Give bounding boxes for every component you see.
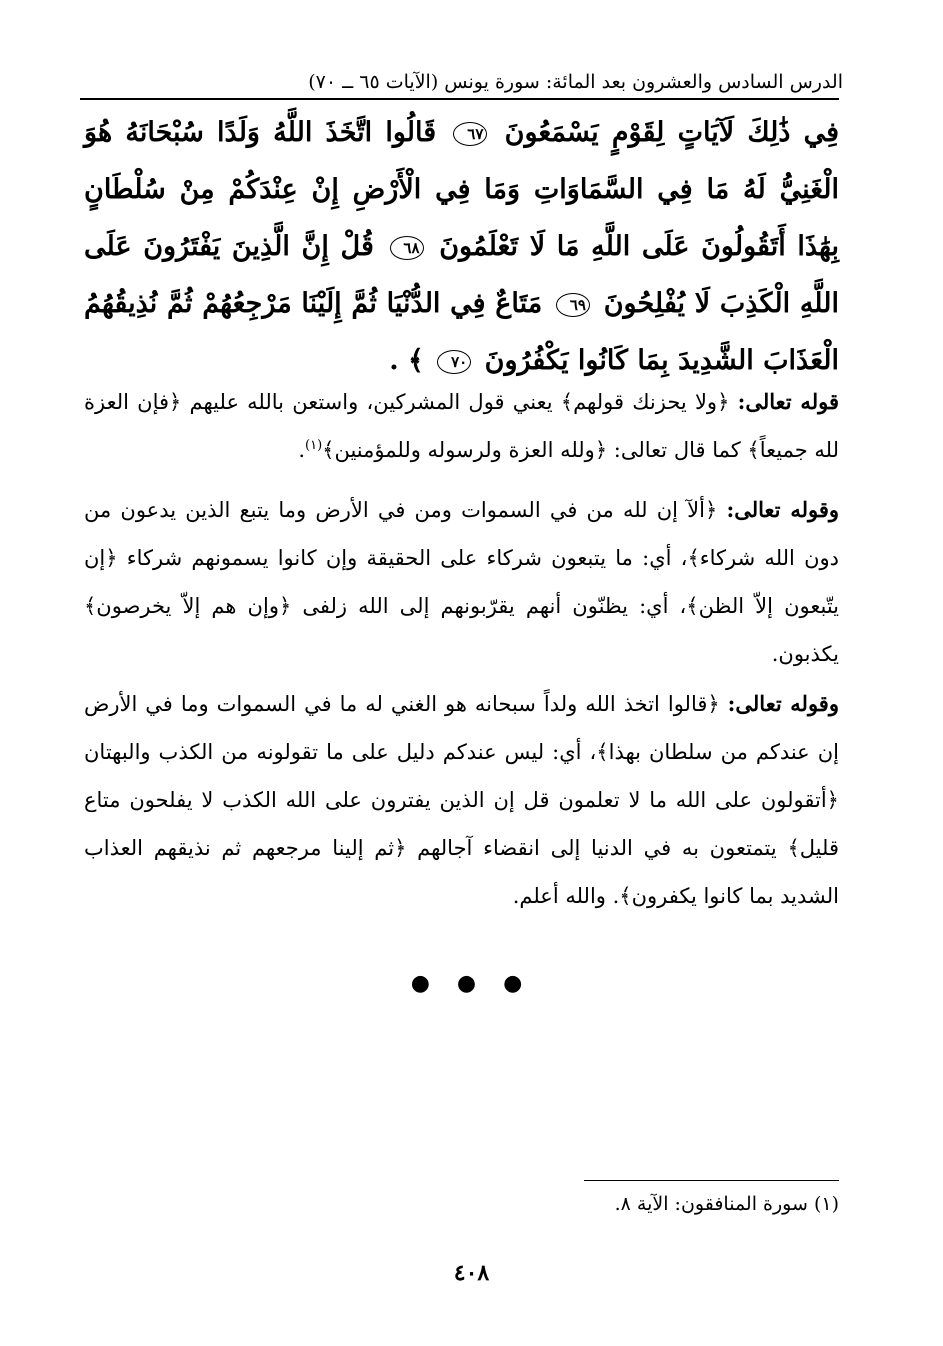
paragraph-tail: . <box>298 438 306 462</box>
commentary-paragraph-3 <box>84 680 839 920</box>
verse-segment-3: قُلْ إِنَّ الَّذِينَ يَفْتَرُونَ عَلَى اللَّهِ الْكَذِبَ لَا يُفْلِحُونَ <box>84 231 839 319</box>
paragraph-lead: وقوله تعالى: <box>726 497 840 522</box>
footnote: (١) سورة المنافقون: الآية ٨. <box>614 1193 839 1215</box>
paragraph-lead: قوله تعالى: <box>737 389 839 414</box>
running-head: الدرس السادس والعشرون بعد المائة: سورة يونس (الآيات ٦٥ ــ ٧٠) <box>308 71 843 93</box>
paragraph-body: ﴿ألآ إن لله من في السموات ومن في الأرض وما يتبع الذين يدعون من دون الله شركاء﴾، أي: ما يتبعون شركاء على الحقيقة وإن كانوا يسمونهم شركاء ﴿إن يتّبعون إلاّ الظن﴾، أي: يظنّون أنهم يقرّبونهم إلى الله زلفى ﴿وإن هم إلاّ يخرصون﴾ يكذبون. <box>84 498 839 666</box>
quran-verses <box>84 104 839 389</box>
section-separator: ● ● ● <box>410 971 533 996</box>
ayah-number-70: ٧٠ <box>437 350 471 374</box>
verse-segment-2: قَالُوا اتَّخَذَ اللَّهُ وَلَدًا سُبْحَانَهُ هُوَ الْغَنِيُّ لَهُ مَا فِي السَّمَاوَاتِ وَمَا فِي الْأَرْضِ إِنْ عِنْدَكُمْ مِنْ سُلْطَانٍ بِهَٰذَا أَتَقُولُونَ عَلَى اللَّهِ مَا لَا تَعْلَمُونَ <box>84 117 840 262</box>
verse-close: ﴾ . <box>389 345 424 376</box>
ayah-number-69: ٦٩ <box>556 293 590 317</box>
paragraph-lead: وقوله تعالى: <box>727 691 839 716</box>
paragraph-body: ﴿قالوا اتخذ الله ولداً سبحانه هو الغني له ما في السموات وما في الأرض إن عندكم من سلطان بهذا﴾، أي: ليس عندكم دليل على ما تقولونه من الكذب والبهتان ﴿أتقولون على الله ما لا تعلمون قل إن الذين يفترون على الله الكذب لا يفلحون متاع قليل﴾ يتمتعون به في الدنيا إلى انقضاء آجالهم ﴿ثم إلينا مرجعهم ثم نذيقهم العذاب الشديد بما كانوا يكفرون﴾. والله أعلم. <box>84 692 839 908</box>
footnote-reference: (١) <box>305 438 323 453</box>
verse-segment-4: مَتَاعٌ فِي الدُّنْيَا ثُمَّ إِلَيْنَا مَرْجِعُهُمْ ثُمَّ نُذِيقُهُمُ الْعَذَابَ الشَّدِيدَ بِمَا كَانُوا يَكْفُرُونَ <box>84 288 839 376</box>
ayah-number-67: ٦٧ <box>453 122 487 146</box>
verse-segment-1: فِي ذَٰلِكَ لَآيَاتٍ لِقَوْمٍ يَسْمَعُونَ <box>504 117 839 148</box>
page-number: ٤٠٨ <box>453 1260 490 1286</box>
ayah-number-68: ٦٨ <box>390 236 424 260</box>
footnote-rule <box>584 1180 839 1181</box>
commentary-paragraph-2 <box>84 486 839 678</box>
commentary-paragraph-1 <box>84 378 839 474</box>
header-rule <box>80 98 839 100</box>
paragraph-body: ﴿ولا يحزنك قولهم﴾ يعني قول المشركين، واستعن بالله عليهم ﴿فإن العزة لله جميعاً﴾ كما قال تعالى: ﴿ولله العزة ولرسوله وللمؤمنين﴾ <box>84 390 839 462</box>
